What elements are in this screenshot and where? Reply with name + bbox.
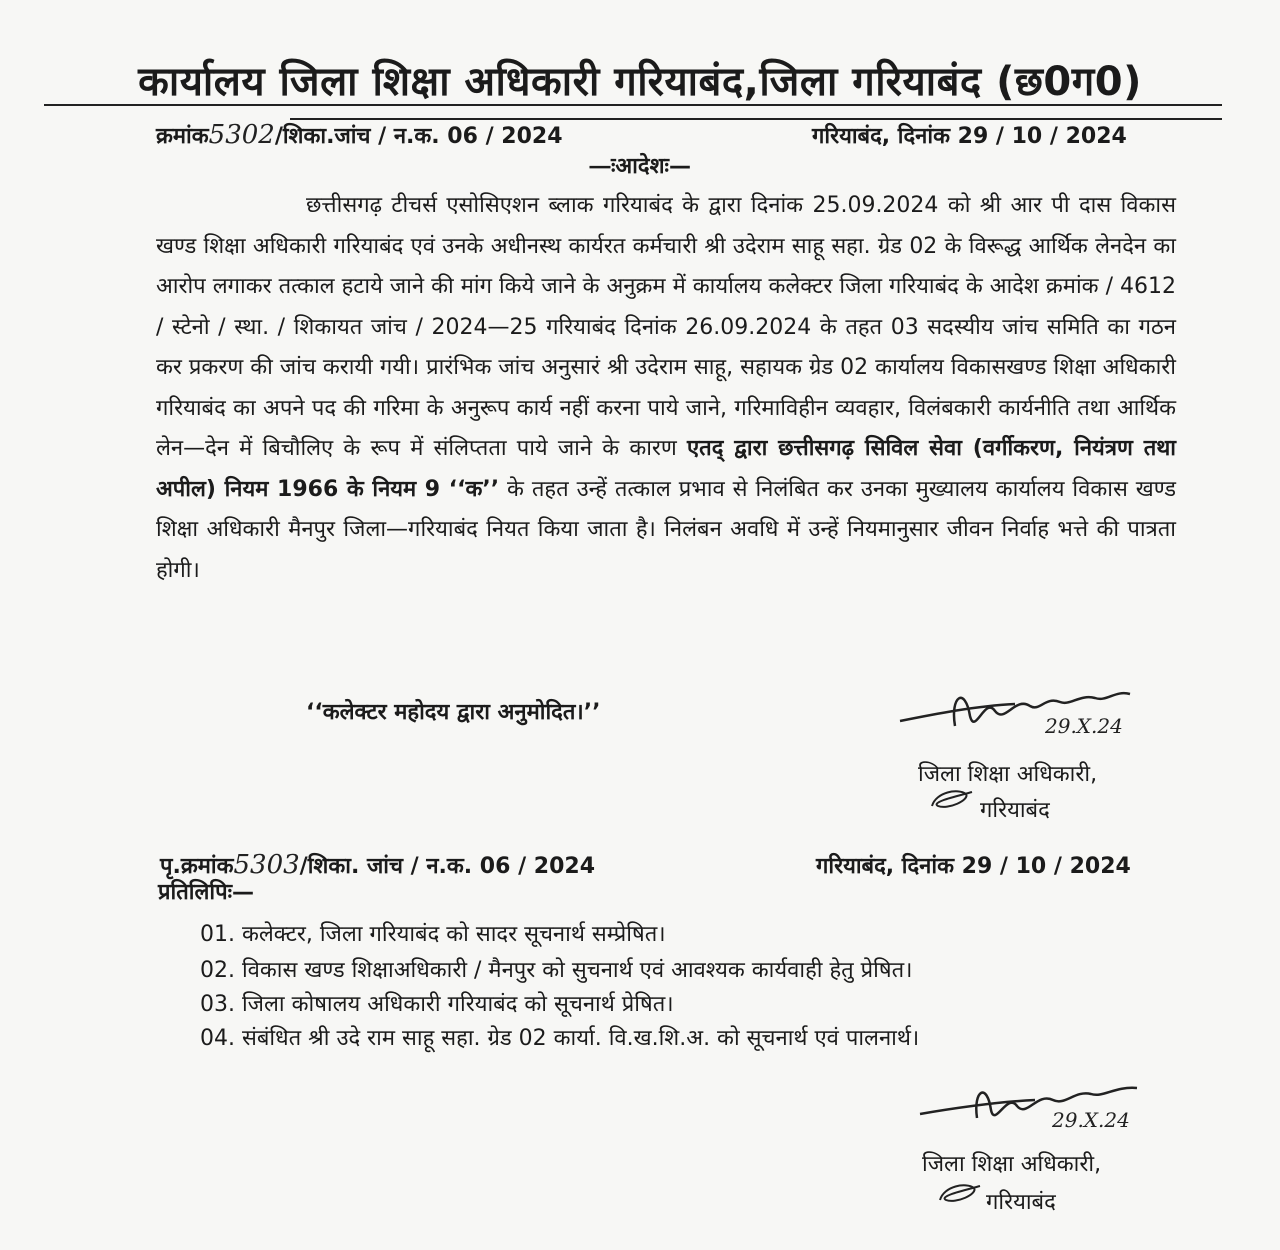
signature-1 <box>895 676 1165 746</box>
approval-note: ‘‘कलेक्टर महोदय द्वारा अनुमोदित।’’ <box>306 700 601 725</box>
header-rule <box>44 104 1222 106</box>
cc-item-3: 03. जिला कोषालय अधिकारी गरियाबंद को सूचनार्थ प्रेषित। <box>200 992 674 1017</box>
signature-1-date: 29.X.24 <box>1045 714 1123 738</box>
ref-suffix: /शिका.जांच / न.क. 06 / 2024 <box>274 124 563 149</box>
handwritten-ref-number: 5302 <box>208 120 275 150</box>
office-title: कार्यालय जिला शिक्षा अधिकारी गरियाबंद,जिला गरियाबंद (छ0ग0) <box>138 59 1142 105</box>
initial-mark-2 <box>936 1180 982 1208</box>
cc-heading: प्रतिलिपिः— <box>158 880 255 905</box>
ref-date: गरियाबंद, दिनांक 29 / 10 / 2024 <box>812 124 1127 149</box>
initial-mark-1 <box>928 786 974 814</box>
signature-2-date: 29.X.24 <box>1052 1108 1130 1132</box>
handwritten-cc-number: 5303 <box>233 850 300 880</box>
cc-ref-prefix: पृ.क्रमांक <box>160 854 234 879</box>
signature-1-designation: जिला शिक्षा अधिकारी, <box>918 762 1098 787</box>
ref-line <box>156 120 563 150</box>
ref-prefix: क्रमांक <box>156 124 209 149</box>
cc-ref-date: गरियाबंद, दिनांक 29 / 10 / 2024 <box>816 854 1131 879</box>
cc-item-1: 01. कलेक्टर, जिला गरियाबंद को सादर सूचनार्थ सम्प्रेषित। <box>200 922 666 947</box>
body-part2: के तहत उन्हें तत्काल प्रभाव से निलंबित कर उनका मुख्यालय कार्यालय विकास खण्ड शिक्षा अधिकारी मैनपुर जिला—गरियाबंद नियत किया जाता है। निलंबन अवधि में उन्हें नियमानुसार जीवन निर्वाह भत्ते की पात्रता होगी। <box>156 476 1176 583</box>
signature-1-place: गरियाबंद <box>980 798 1050 823</box>
cc-item-2: 02. विकास खण्ड शिक्षाअधिकारी / मैनपुर को सुचनार्थ एवं आवश्यक कार्यवाही हेतु प्रेषित। <box>200 958 913 983</box>
cc-item-4: 04. संबंधित श्री उदे राम साहू सहा. ग्रेड 02 कार्या. वि.ख.शि.अ. को सूचनार्थ एवं पालनार्थ। <box>200 1026 920 1051</box>
signature-2-designation: जिला शिक्षा अधिकारी, <box>922 1152 1102 1177</box>
signature-2-place: गरियाबंद <box>986 1190 1056 1215</box>
body-rule-reference: एतद् द्वारा छत्तीसगढ़ सिविल सेवा (वर्गीकरण, नियंत्रण तथा अपील) नियम 1966 के नियम 9 ‘‘क’’ <box>156 436 1176 502</box>
cc-ref-suffix: /शिका. जांच / न.क. 06 / 2024 <box>299 854 596 879</box>
body-part1: छत्तीसगढ़ टीचर्स एसोसिएशन ब्लाक गरियाबंद के द्वारा दिनांक 25.09.2024 को श्री आर पी दास विकास खण्ड शिक्षा अधिकारी गरियाबंद एवं उनके अधीनस्थ कार्यरत कर्मचारी श्री उदेराम साहू सहा. ग्रेड 02 के विरूद्ध आर्थिक लेनदेन का आरोप लगाकर तत्काल हटाये जाने की मांग किये जाने के अनुक्रम में कार्यालय कलेक्टर जिला गरियाबंद के आदेश क्रमांक / 4612 / स्टेनो / स्था. / शिकायत जांच / 2024—25 गरियाबंद दिनांक 26.09.2024 के तहत 03 सदस्यीय जांच समिति का गठन कर प्रकरण की जांच करायी गयी। प्रारंभिक जांच अनुसारं श्री उदेराम साहू, सहायक ग्रेड 02 कार्यालय विकासखण्ड शिक्षा अधिकारी गरियाबंद का अपने पद की गरिमा के अनुरूप कार्य नहीं करना पाये जाने, गरिमाविहीन व्यवहार, विलंबकारी कार्यनीति तथा आर्थिक लेन—देन में बिचौलिए के रूप में संलिप्तता पाये जाने के कारण <box>156 193 1176 461</box>
order-heading: —ःआदेशः— <box>588 154 691 179</box>
order-body <box>156 186 1176 591</box>
